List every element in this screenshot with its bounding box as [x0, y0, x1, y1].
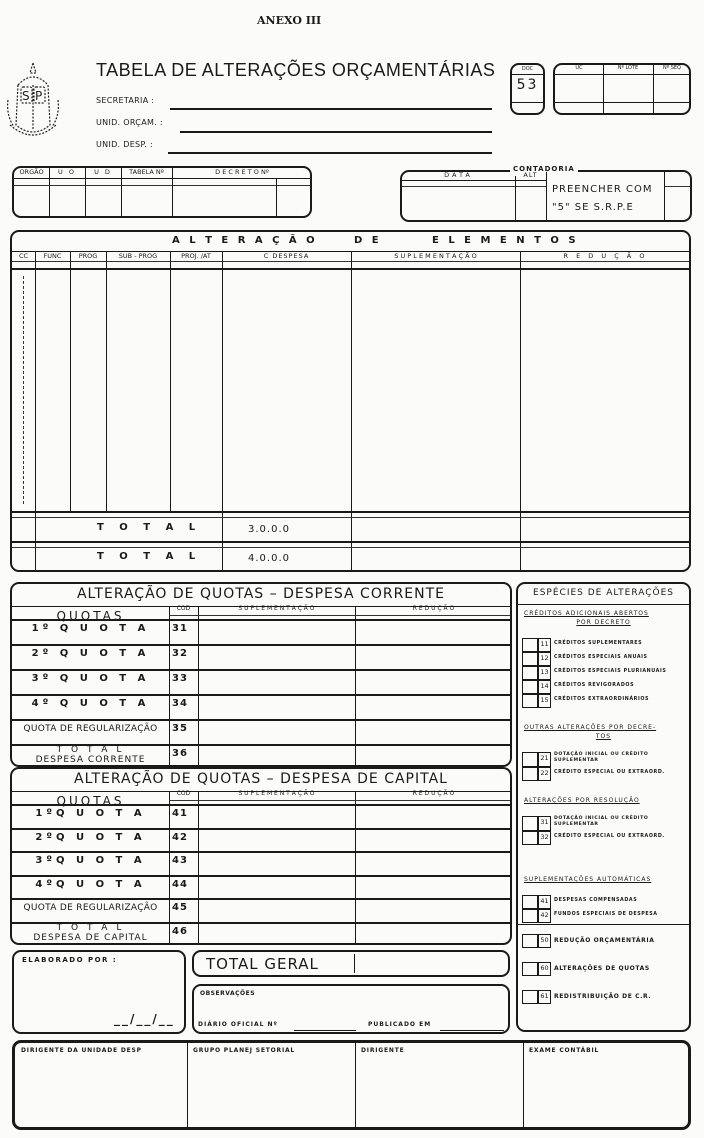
- uo-col: U O: [58, 168, 76, 176]
- func-entries[interactable]: [37, 272, 68, 508]
- cc-col: CC: [18, 252, 29, 260]
- quota-label: 3º Q U O T A: [31, 673, 150, 684]
- especie-label: ALTERAÇÕES DE QUOTAS: [554, 965, 650, 972]
- especie-label: CRÉDITO ESPECIAL OU EXTRAORD.: [554, 770, 665, 775]
- decreto-field[interactable]: [174, 187, 274, 215]
- especie-code: 15: [540, 696, 549, 704]
- cdespesa-col: C DESPESA: [263, 252, 310, 260]
- signature-area-2[interactable]: [191, 1059, 351, 1125]
- quotas-corrente-table: [10, 582, 512, 767]
- especie-code: 11: [540, 640, 549, 648]
- especie-label-2: SUPLEMENTAR: [554, 758, 599, 763]
- orgao-field[interactable]: [16, 187, 47, 215]
- especie-code: 13: [540, 668, 549, 676]
- reducao-field[interactable]: [358, 721, 508, 742]
- elementos-title-right: E L E M E N T O S: [432, 235, 579, 246]
- quota-label: 4º Q U O T A: [31, 698, 150, 709]
- unid-orcam-field[interactable]: [182, 118, 490, 130]
- quota-label: 1ºQ U O T A: [35, 808, 146, 819]
- quota-code: 45: [172, 902, 188, 913]
- reducao-field[interactable]: [358, 696, 508, 717]
- elementos-title-mid: D E: [354, 235, 382, 246]
- especie-label: CRÉDITOS SUPLEMENTARES: [554, 641, 643, 646]
- reducao-field[interactable]: [358, 671, 508, 692]
- especie-code: 32: [540, 833, 549, 841]
- suplementacao-field[interactable]: [201, 621, 353, 642]
- especie-label: DESPESAS COMPENSADAS: [554, 898, 638, 903]
- especie-checkbox[interactable]: [522, 990, 538, 1004]
- especie-checkbox[interactable]: [522, 767, 538, 781]
- total-1-label: T O T A L: [97, 522, 202, 533]
- especies-box: [516, 582, 691, 1032]
- quota-code: 44: [172, 878, 188, 890]
- elementos-table: [10, 230, 691, 572]
- quota-row: [12, 851, 510, 875]
- projat-col: PROJ. /AT: [181, 252, 211, 260]
- quotas-col: QUOTAS: [56, 794, 125, 808]
- contadoria-title: CONTADORIA: [510, 165, 578, 173]
- quotas-col: QUOTAS: [56, 609, 125, 623]
- uc-col: UC: [575, 65, 583, 71]
- signature-area-3[interactable]: [359, 1059, 519, 1125]
- especie-code: 61: [540, 992, 549, 1000]
- especie-code: 22: [540, 769, 549, 777]
- quotas-capital-title: ALTERAÇÃO DE QUOTAS – DESPESA DE CAPITAL: [74, 771, 448, 787]
- especie-checkbox[interactable]: [522, 962, 538, 976]
- especie-label: CRÉDITOS EXTRAORDINÁRIOS: [554, 697, 650, 702]
- doc-label: DOC: [521, 66, 534, 72]
- total-2-label: T O T A L: [97, 551, 202, 562]
- signature-dirigente: DIRIGENTE: [361, 1047, 405, 1054]
- quota-label: 4ºQ U O T A: [35, 878, 146, 890]
- total-geral-field[interactable]: [358, 954, 506, 973]
- subprog-entries[interactable]: [108, 272, 168, 508]
- quotas-capital-table: [10, 767, 512, 945]
- orgao-table: [12, 166, 312, 218]
- uc-field[interactable]: [557, 76, 601, 100]
- secretaria-label: SECRETARIA :: [96, 96, 155, 105]
- cod-col: COD: [176, 790, 191, 797]
- observacoes-box: [192, 984, 510, 1034]
- reducao-field[interactable]: [358, 646, 508, 667]
- signatures-box: [12, 1040, 691, 1130]
- reducao-col: R E D U Ç Ã O: [563, 252, 648, 260]
- annex-label: ANEXO III: [257, 14, 322, 27]
- secretaria-field[interactable]: [172, 96, 490, 108]
- especie-label: CRÉDITO ESPECIAL OU EXTRAORD.: [554, 834, 665, 839]
- especie-code: 50: [540, 936, 549, 944]
- especie-code: 41: [540, 897, 549, 905]
- especies-section-heading: OUTRAS ALTERAÇÕES POR DECRE-: [524, 724, 657, 731]
- quota-label: 3ºQ U O T A: [35, 855, 146, 866]
- quota-label-2: DESPESA DE CAPITAL: [33, 932, 148, 943]
- uo-field[interactable]: [51, 187, 83, 215]
- especie-label: DOTAÇÃO INICIAL OU CRÉDITO: [554, 816, 649, 821]
- especie-checkbox[interactable]: [522, 895, 538, 909]
- quotas-corrente-title: ALTERAÇÃO DE QUOTAS – DESPESA CORRENTE: [76, 586, 446, 602]
- especie-checkbox[interactable]: [522, 816, 538, 831]
- quota-row: [12, 694, 510, 719]
- tabela-field[interactable]: [123, 187, 170, 215]
- quota-row: [12, 719, 510, 744]
- reducao-field[interactable]: [358, 900, 508, 920]
- suplementacao-field[interactable]: [201, 877, 353, 897]
- quota-code: 46: [172, 925, 188, 937]
- uc-lote-seq-box: [553, 63, 691, 115]
- unid-desp-label: UNID. DESP. :: [96, 140, 153, 149]
- suplementacao-field[interactable]: [201, 671, 353, 692]
- seq-field[interactable]: [655, 76, 689, 100]
- especie-checkbox[interactable]: [522, 638, 538, 652]
- svg-text:S: S: [22, 89, 30, 103]
- especie-label: CRÉDITOS ESPECIAIS PLURIANUAIS: [554, 669, 667, 674]
- doc-box: [510, 63, 545, 115]
- quota-label: QUOTA DE REGULARIZAÇÃO: [23, 724, 158, 734]
- reducao-field[interactable]: [358, 806, 508, 826]
- quota-code: 31: [172, 623, 188, 634]
- suplementacao-field[interactable]: [201, 721, 353, 742]
- elaborado-label: ELABORADO POR :: [22, 956, 118, 964]
- quota-label: QUOTA DE REGULARIZAÇÃO: [23, 903, 158, 913]
- quota-code: 41: [172, 808, 188, 819]
- quota-code: 43: [172, 855, 188, 866]
- suplementacao-field[interactable]: [201, 853, 353, 873]
- quota-code: 33: [172, 673, 188, 684]
- suplementacao-field[interactable]: [201, 924, 353, 944]
- signature-grupo-planej: GRUPO PLANEJ SETORIAL: [193, 1047, 296, 1054]
- quota-label: T O T A L: [56, 922, 125, 933]
- quota-label: 1º Q U O T A: [31, 623, 150, 634]
- suplementacao-field[interactable]: [201, 900, 353, 920]
- orgao-col: ORGÃO: [19, 168, 44, 176]
- func-col: FUNC: [43, 252, 62, 260]
- suplementacao-field[interactable]: [201, 746, 353, 767]
- especie-label: REDISTRIBUIÇÃO DE C.R.: [554, 993, 652, 1000]
- ud-col: U D: [94, 168, 112, 176]
- reducao-col: R E D U Ç Ã O: [412, 790, 455, 797]
- quota-code: 34: [172, 698, 188, 709]
- quota-row: [12, 619, 510, 644]
- data-field[interactable]: [404, 188, 513, 218]
- quota-row: [12, 744, 510, 769]
- especies-section-heading: SUPLEMENTAÇÕES AUTOMÁTICAS: [524, 876, 652, 883]
- cc-marker: [23, 276, 24, 504]
- contadoria-note-1: PREENCHER COM: [552, 184, 653, 195]
- quota-label: T O T A L: [56, 745, 125, 755]
- publicado-field[interactable]: [440, 1019, 504, 1030]
- date-mask: __/__/__: [114, 1012, 175, 1026]
- reducao-field[interactable]: [358, 746, 508, 767]
- suplementacao-field[interactable]: [201, 696, 353, 717]
- especies-section-heading: CRÉDITOS ADICIONAIS ABERTOS: [524, 610, 649, 617]
- signature-area-1[interactable]: [19, 1059, 183, 1125]
- especie-checkbox[interactable]: [522, 752, 538, 767]
- especie-checkbox[interactable]: [522, 909, 538, 923]
- quota-row: [12, 669, 510, 694]
- reducao-field[interactable]: [358, 877, 508, 897]
- quota-code: 42: [172, 831, 188, 843]
- prog-entries[interactable]: [72, 272, 104, 508]
- seq-col: Nº SEQ: [663, 65, 681, 71]
- unid-desp-field[interactable]: [170, 140, 490, 152]
- ud-field[interactable]: [87, 187, 119, 215]
- especie-label: CRÉDITOS ESPECIAIS ANUAIS: [554, 655, 648, 660]
- suplementacao-field[interactable]: [201, 830, 353, 850]
- quota-code: 36: [172, 748, 188, 759]
- quota-row: [12, 644, 510, 669]
- especie-checkbox[interactable]: [522, 652, 538, 666]
- alt-field[interactable]: [517, 188, 544, 218]
- especie-code: 60: [540, 964, 549, 972]
- reducao-field[interactable]: [358, 853, 508, 873]
- observacoes-label: OBSERVAÇÕES: [200, 990, 256, 997]
- quota-row: [12, 875, 510, 899]
- total-1-code: 3.0.0.0: [248, 524, 290, 535]
- elaborado-field[interactable]: [20, 970, 180, 1010]
- projat-entries[interactable]: [172, 272, 220, 508]
- lote-col: Nº LOTE: [617, 65, 639, 71]
- reducao-field[interactable]: [358, 924, 508, 944]
- quota-row: [12, 804, 510, 828]
- elementos-title-left: A L T E R A Ç Ã O: [172, 235, 318, 246]
- suplementacao-field[interactable]: [201, 646, 353, 667]
- especie-label: CRÉDITOS REVIGORADOS: [554, 683, 635, 688]
- cdespesa-entries[interactable]: [224, 272, 349, 508]
- total-2-code: 4.0.0.0: [248, 553, 290, 564]
- tabela-col: TABELA Nº: [129, 168, 164, 176]
- especies-section-heading: ALTERAÇÕES POR RESOLUÇÃO: [524, 797, 640, 804]
- quota-row: [12, 922, 510, 946]
- suplementacao-col: S U P L E M E N T A Ç Ã O: [238, 605, 315, 612]
- subprog-col: SUB - PROG: [118, 252, 158, 260]
- lote-field[interactable]: [605, 76, 651, 100]
- sp-coat-of-arms-icon: [6, 55, 60, 151]
- contadoria-note-2: "5" SE S.R.P.E: [552, 202, 634, 213]
- suplementacao-col: S U P L E M E N T A Ç Ã O: [238, 790, 315, 797]
- especie-checkbox[interactable]: [522, 680, 538, 694]
- total-geral-label: TOTAL GERAL: [206, 955, 319, 973]
- decreto-col: D E C R E T O Nº: [215, 168, 269, 176]
- unid-orcam-label: UNID. ORÇAM. :: [96, 118, 163, 127]
- quota-code: 32: [172, 648, 188, 659]
- quota-label-2: DESPESA CORRENTE: [35, 755, 146, 765]
- quota-label: 2º Q U O T A: [31, 648, 150, 659]
- especie-code: 14: [540, 682, 549, 690]
- quota-label: 2ºQ U O T A: [35, 831, 146, 843]
- especie-code: 21: [540, 754, 549, 762]
- especie-label: DOTAÇÃO INICIAL OU CRÉDITO: [554, 752, 649, 757]
- doc-value: 53: [516, 77, 539, 93]
- elaborado-box: [12, 950, 186, 1034]
- especie-label-2: SUPLEMENTAR: [554, 822, 599, 827]
- contadoria-box: [400, 165, 692, 222]
- especies-section-heading-2: TOS: [595, 733, 612, 740]
- especie-checkbox[interactable]: [522, 666, 538, 680]
- alt-col: ALT: [523, 171, 538, 179]
- especies-section-heading-2: POR DECRETO: [576, 619, 631, 626]
- especies-title: ESPÉCIES DE ALTERAÇÕES: [533, 588, 674, 598]
- signature-area-4[interactable]: [527, 1059, 687, 1125]
- reducao-field[interactable]: [358, 621, 508, 642]
- suplementacao-col: S U P L E M E N T A Ç Ã O: [394, 252, 477, 260]
- total-geral-box: [192, 950, 510, 977]
- especie-checkbox[interactable]: [522, 831, 538, 845]
- especie-label: REDUÇÃO ORÇAMENTÁRIA: [554, 937, 655, 944]
- form-title: TABELA DE ALTERAÇÕES ORÇAMENTÁRIAS: [96, 60, 496, 80]
- especie-code: 42: [540, 911, 549, 919]
- especie-checkbox[interactable]: [522, 934, 538, 948]
- quota-code: 35: [172, 723, 188, 734]
- cod-col: COD: [176, 605, 191, 612]
- suplementacao-field[interactable]: [201, 806, 353, 826]
- prog-col: PROG: [78, 252, 98, 260]
- reducao-entries[interactable]: [522, 272, 689, 508]
- signature-dirigente-unidade: DIRIGENTE DA UNIDADE DESP: [21, 1047, 142, 1054]
- diario-oficial-field[interactable]: [294, 1019, 356, 1030]
- especie-code: 31: [540, 818, 549, 826]
- svg-text:P: P: [35, 89, 43, 103]
- diario-oficial-label: DIÁRIO OFICIAL Nº: [198, 1021, 278, 1028]
- publicado-label: PUBLICADO EM: [368, 1021, 432, 1028]
- especie-code: 12: [540, 654, 549, 662]
- reducao-col: R E D U Ç Ã O: [412, 605, 455, 612]
- signature-exame-contabil: EXAME CONTÁBIL: [529, 1047, 600, 1054]
- quota-row: [12, 828, 510, 852]
- especie-checkbox[interactable]: [522, 694, 538, 708]
- suplementacao-entries[interactable]: [353, 272, 518, 508]
- especie-label: FUNDOS ESPECIAIS DE DESPESA: [554, 912, 658, 917]
- observacoes-field[interactable]: [200, 1000, 500, 1014]
- quota-row: [12, 898, 510, 922]
- reducao-field[interactable]: [358, 830, 508, 850]
- data-col: DATA: [444, 171, 473, 179]
- srpe-field[interactable]: [666, 188, 690, 218]
